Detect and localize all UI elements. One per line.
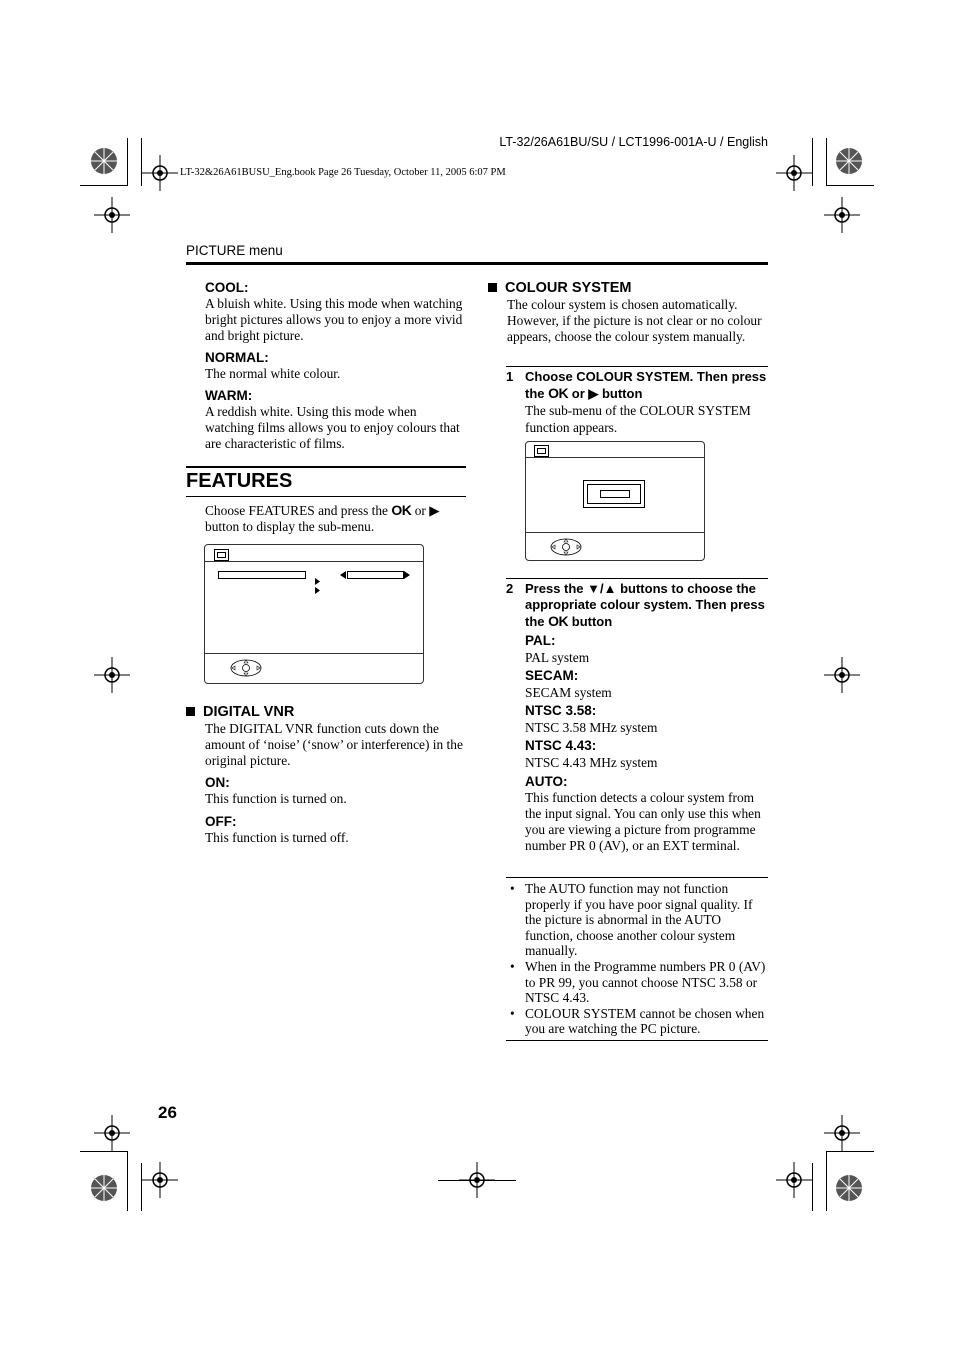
auto-heading: AUTO:: [525, 774, 568, 789]
auto-text: This function detects a colour system from the input signal. You can only use this when you are viewing a picture from programme number PR 0 (AV), or an EXT terminal.: [525, 790, 761, 853]
warm-text: A reddish white. Using this mode when watching films allows you to enjoy colours that are characteristic of films.: [205, 404, 460, 451]
crop-line: [826, 1151, 827, 1211]
step-1-instruction: Choose COLOUR SYSTEM. Then press the OK or ▶ button: [525, 369, 767, 401]
page-number: 26: [158, 1103, 177, 1122]
on-heading: ON:: [205, 775, 230, 790]
crop-line: [80, 1151, 128, 1152]
divider: [506, 578, 768, 579]
section-title: PICTURE menu: [186, 243, 283, 258]
step-1-text: The sub-menu of the COLOUR SYSTEM function appears.: [525, 403, 751, 435]
step-2-number: 2: [506, 581, 514, 596]
crosshair-icon: [86, 143, 122, 179]
off-text: This function is turned off.: [205, 830, 349, 845]
features-menu-screen: [204, 544, 424, 684]
crosshair-icon: [776, 155, 812, 191]
features-instruction: [205, 502, 467, 535]
crosshair-icon: [824, 657, 860, 693]
cool-heading: COOL:: [205, 280, 249, 295]
arrow-right-icon: [315, 587, 320, 594]
ok-button-icon: OK: [391, 502, 412, 518]
step-2-instruction: Press the ▼/▲ buttons to choose the appropriate colour system. Then press the OK button: [525, 581, 765, 629]
off-heading: OFF:: [205, 814, 237, 829]
ntsc358-heading: NTSC 3.58:: [525, 703, 597, 718]
ok-button-icon: OK: [548, 613, 569, 629]
crosshair-icon: [142, 1162, 178, 1198]
ntsc358-text: NTSC 3.58 MHz system: [525, 720, 658, 735]
arrow-right-icon: [315, 578, 320, 585]
arrow-left-icon: [340, 571, 346, 579]
features-text-a: Choose FEATURES and press the: [205, 503, 388, 518]
colour-system-screen: [525, 441, 705, 561]
features-underline: [186, 496, 466, 497]
features-rule: [186, 466, 466, 468]
notes: [506, 881, 768, 1037]
bullet-square-icon: [488, 283, 497, 292]
features-text-c: button to display the sub-menu.: [205, 519, 375, 534]
secam-heading: SECAM:: [525, 668, 579, 683]
digital-vnr-text: The DIGITAL VNR function cuts down the amount of ‘noise’ (‘snow’ or interference) in the original picture.: [205, 721, 463, 768]
features-text-b: or ▶: [414, 503, 440, 518]
crop-line: [127, 138, 128, 186]
crop-line: [127, 1151, 128, 1211]
colour-system-section: [488, 280, 768, 345]
crosshair-icon: [86, 1170, 122, 1206]
crosshair-icon: [824, 197, 860, 233]
submenu-selection: [600, 490, 630, 498]
crop-line: [80, 185, 128, 186]
divider: [506, 366, 768, 367]
crop-line: [812, 1163, 813, 1211]
crop-line: [812, 138, 813, 186]
model-info: LT-32/26A61BU/SU / LCT1996-001A-U / English: [499, 135, 768, 149]
crosshair-icon: [142, 155, 178, 191]
warm-heading: WARM:: [205, 388, 253, 403]
divider: [506, 877, 768, 878]
remote-dpad-icon: [549, 537, 583, 557]
digital-vnr-section: [186, 704, 468, 846]
ntsc443-text: NTSC 4.43 MHz system: [525, 755, 658, 770]
pal-text: PAL system: [525, 650, 590, 665]
menu-icon: [214, 549, 229, 561]
note-item: • The AUTO function may not function properly if you have poor signal quality. If the picture is abnormal in the AUTO function, choose another colour system manually.: [506, 881, 768, 959]
crop-line: [826, 138, 827, 186]
crop-line: [826, 185, 874, 186]
bullet-square-icon: [186, 707, 195, 716]
crosshair-icon: [94, 197, 130, 233]
menu-row-highlight: [218, 571, 306, 579]
on-text: This function is turned on.: [205, 791, 347, 806]
header-rule: [186, 262, 768, 265]
step-1-number: 1: [506, 369, 514, 384]
secam-text: SECAM system: [525, 685, 612, 700]
remote-dpad-icon: [229, 658, 263, 678]
note-item: • COLOUR SYSTEM cannot be chosen when you are watching the PC picture.: [506, 1006, 768, 1037]
step-2: [506, 581, 768, 854]
crosshair-icon: [776, 1162, 812, 1198]
colour-system-heading: COLOUR SYSTEM: [488, 280, 768, 297]
ntsc443-heading: NTSC 4.43:: [525, 738, 597, 753]
crosshair-icon: [824, 1115, 860, 1151]
normal-text: The normal white colour.: [205, 366, 341, 381]
divider: [506, 1040, 768, 1041]
book-info: LT-32&26A61BUSU_Eng.book Page 26 Tuesday, October 11, 2005 6:07 PM: [180, 167, 506, 178]
crosshair-icon: [831, 143, 867, 179]
crosshair-icon: [94, 1115, 130, 1151]
left-column: [186, 280, 468, 452]
crosshair-icon: [831, 1170, 867, 1206]
crosshair-icon: [94, 657, 130, 693]
normal-heading: NORMAL:: [205, 350, 269, 365]
ok-button-icon: OK: [548, 385, 569, 401]
digital-vnr-heading: DIGITAL VNR: [186, 704, 468, 721]
menu-value-box: [347, 571, 404, 579]
cool-text: A bluish white. Using this mode when watching bright pictures allows you to enjoy a more vivid and bright picture.: [205, 296, 463, 343]
step-1: [506, 369, 768, 436]
crosshair-icon: [459, 1162, 495, 1198]
note-item: • When in the Programme numbers PR 0 (AV) to PR 99, you cannot choose NTSC 3.58 or NTSC 4.43.: [506, 959, 768, 1006]
pal-heading: PAL:: [525, 633, 556, 648]
colour-system-text: The colour system is chosen automatically. However, if the picture is not clear or no colour appears, choose the colour system manually.: [507, 297, 762, 344]
features-title: FEATURES: [186, 470, 293, 492]
arrow-right-icon: [404, 571, 410, 579]
crop-line: [826, 1151, 874, 1152]
menu-icon: [534, 445, 549, 457]
